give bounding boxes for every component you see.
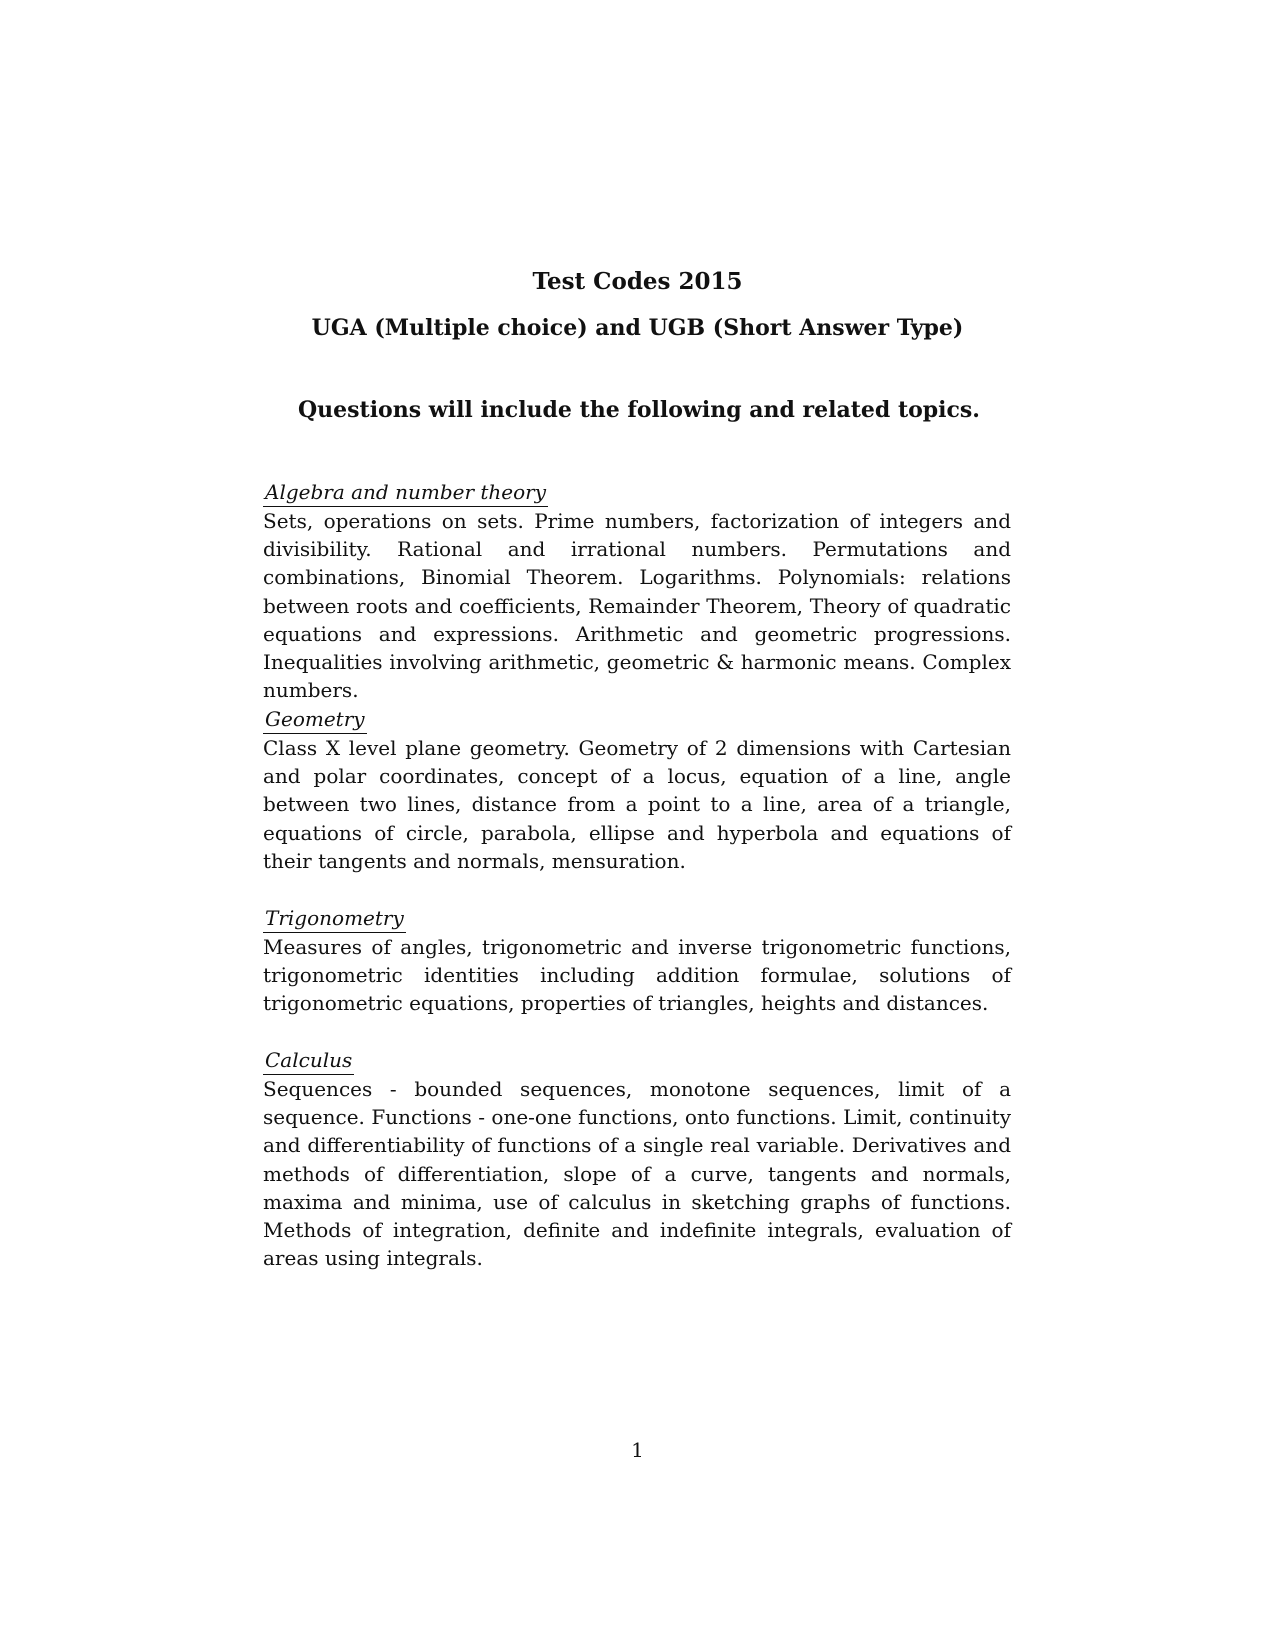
section-calculus bbox=[263, 1046, 1011, 1272]
section-trigonometry bbox=[263, 904, 1011, 1018]
page-number: 1 bbox=[631, 1438, 644, 1462]
section-body: Class X level plane geometry. Geometry of 2 dimensions with Cartesian and polar coordinates, concept of a locus, equation of a line, angle between two lines, distance from a point to a line, area of a triangle, equations of circle, parabola, ellipse and hyperbola and equations of their tangents and normals, mensuration. bbox=[263, 736, 1011, 873]
intro-statement: Questions will include the following and related topics. bbox=[298, 397, 980, 423]
section-body: Sets, operations on sets. Prime numbers, factorization of integers and divisibility. Rational and irrational numbers. Permutations and combinations, Binomial Theorem. Logarithms. Polynomials: relations between roots and coefficients, Remainder Theorem, Theory of quadratic equations and expressions. Arithmetic and geometric progressions. Inequalities involving arithmetic, geometric & harmonic means. Complex numbers. bbox=[263, 509, 1011, 703]
section-heading: Trigonometry bbox=[263, 904, 406, 933]
section-body: Sequences - bounded sequences, monotone sequences, limit of a sequence. Functions - one-one functions, onto functions. Limit, continuity and differentiability of functions of a single real variable. Derivatives and methods of differentiation, slope of a curve, tangents and normals, maxima and minima, use of calculus in sketching graphs of functions. Methods of integration, definite and indefinite integrals, evaluation of areas using integrals. bbox=[263, 1077, 1011, 1271]
document-subtitle: UGA (Multiple choice) and UGB (Short Answer Type) bbox=[311, 315, 964, 341]
section-heading: Algebra and number theory bbox=[263, 478, 548, 507]
section-heading: Calculus bbox=[263, 1046, 354, 1075]
section-heading: Geometry bbox=[263, 705, 367, 734]
section-body: Measures of angles, trigonometric and inverse trigonometric functions, trigonometric identities including addition formulae, solutions of trigonometric equations, properties of triangles, heights and distances. bbox=[263, 935, 1011, 1016]
document-title: Test Codes 2015 bbox=[532, 268, 743, 295]
section-geometry bbox=[263, 705, 1011, 875]
section-algebra bbox=[263, 478, 1011, 704]
